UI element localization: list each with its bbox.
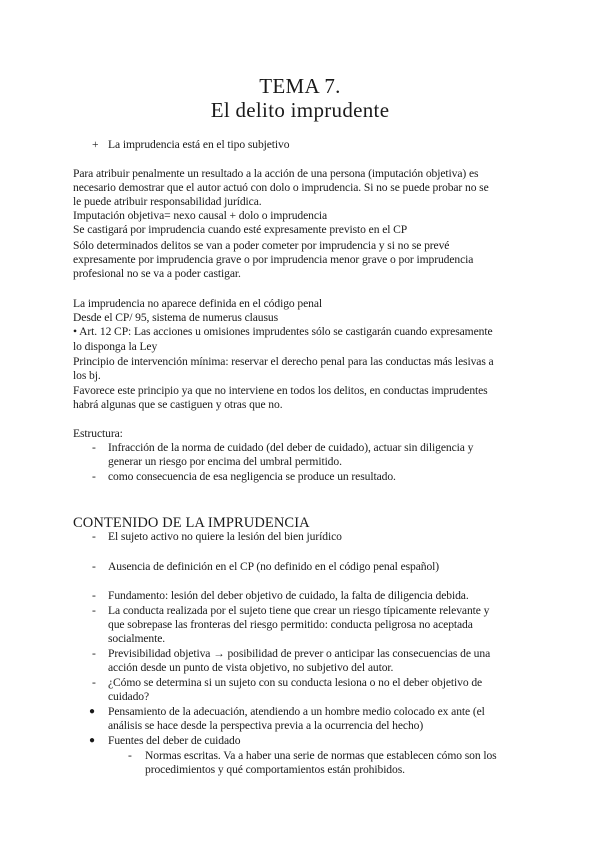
contenido-item-line: que sobrepase las fronteras del riesgo permitido: conducta peligrosa no aceptada	[108, 618, 473, 631]
dash-bullet-icon: -	[92, 530, 96, 543]
dash-bullet-icon: -	[92, 589, 96, 602]
doc-title: TEMA 7.	[259, 74, 341, 98]
contenido-item-line: socialmente.	[108, 632, 166, 645]
para1-line: expresamente por imprudencia grave o por imprudencia menor grave o por imprudencia	[73, 253, 474, 266]
dot-bullet-icon: ●	[89, 706, 96, 717]
contenido-item-line: Fuentes del deber de cuidado	[108, 734, 241, 747]
para2-line: • Art. 12 CP: Las acciones u omisiones imprudentes sólo se castigarán cuando expresamente	[73, 325, 493, 338]
para1-line: Se castigará por imprudencia cuando esté expresamente previsto en el CP	[73, 223, 408, 236]
para2-line: los bj.	[73, 369, 101, 382]
para1-line: Imputación objetiva= nexo causal + dolo o imprudencia	[73, 209, 328, 222]
para2-line: La imprudencia no aparece definida en el código penal	[73, 297, 322, 310]
contenido-item-line: ¿Cómo se determina si un sujeto con su conducta lesiona o no el deber objetivo de	[108, 676, 483, 689]
estructura-item-line: como consecuencia de esa negligencia se produce un resultado.	[108, 470, 396, 483]
para2-line: Favorece este principio ya que no interviene en todos los delitos, en conductas imprudentes	[73, 384, 488, 397]
para2-line: Desde el CP/ 95, sistema de numerus clausus	[73, 311, 278, 324]
estructura-item-line: Infracción de la norma de cuidado (del deber de cuidado), actuar sin diligencia y	[108, 441, 474, 454]
para2-line: lo disponga la Ley	[73, 340, 158, 353]
estructura-label: Estructura:	[73, 427, 123, 440]
contenido-item-line: Previsibilidad objetiva → posibilidad de prever o anticipar las consecuencias de una	[108, 647, 491, 660]
contenido-item-line: análisis se hace desde la perspectiva previa a la ocurrencia del hecho)	[108, 719, 424, 732]
estructura-item-line: generar un riesgo por encima del umbral permitido.	[108, 455, 342, 468]
dash-bullet-icon: -	[92, 676, 96, 689]
para2-line: Principio de intervención mínima: reservar el derecho penal para las conductas más lesivas a	[73, 355, 494, 368]
dash-bullet-icon: -	[92, 560, 96, 573]
para1-line: Para atribuir penalmente un resultado a la acción de una persona (imputación objetiva) es	[73, 167, 479, 180]
para1-line: Sólo determinados delitos se van a poder cometer por imprudencia y si no se prevé	[73, 239, 450, 252]
contenido-item-line: El sujeto activo no quiere la lesión del bien jurídico	[108, 530, 342, 543]
para2-line: habrá algunas que se castiguen y otras que no.	[73, 398, 283, 411]
subitem-line: Normas escritas. Va a haber una serie de normas que establecen cómo son los	[145, 749, 497, 762]
dash-bullet-icon: -	[92, 470, 96, 483]
subitem-line: procedimientos y qué comportamientos están prohibidos.	[145, 763, 405, 776]
dot-bullet-icon: ●	[89, 735, 96, 746]
para1-line: profesional no se va a poder castigar.	[73, 267, 241, 280]
contenido-item-line: Pensamiento de la adecuación, atendiendo a un hombre medio colocado ex ante (el	[108, 705, 485, 718]
doc-subtitle: El delito imprudente	[210, 98, 390, 122]
para1-line: le puede atribuir responsabilidad jurídica.	[73, 195, 262, 208]
dash-bullet-icon: -	[128, 749, 132, 762]
contenido-item-line: La conducta realizada por el sujeto tiene que crear un riesgo típicamente relevante y	[108, 604, 490, 617]
dash-bullet-icon: -	[92, 604, 96, 617]
contenido-item-line: cuidado?	[108, 690, 150, 703]
para1-line: necesario demostrar que el autor actuó con dolo o imprudencia. Si no se puede probar no se	[73, 181, 489, 194]
contenido-item-line: acción desde un punto de vista objetivo, no subjetivo del autor.	[108, 661, 394, 674]
dash-bullet-icon: -	[92, 647, 96, 660]
dash-bullet-icon: -	[92, 441, 96, 454]
contenido-item-line: Fundamento: lesión del deber objetivo de cuidado, la falta de diligencia debida.	[108, 589, 469, 602]
section-heading: CONTENIDO DE LA IMPRUDENCIA	[73, 515, 310, 531]
intro-bullet-text: La imprudencia está en el tipo subjetivo	[108, 138, 290, 151]
contenido-item-line: Ausencia de definición en el CP (no definido en el código penal español)	[108, 560, 440, 573]
plus-bullet-icon: +	[92, 138, 99, 151]
